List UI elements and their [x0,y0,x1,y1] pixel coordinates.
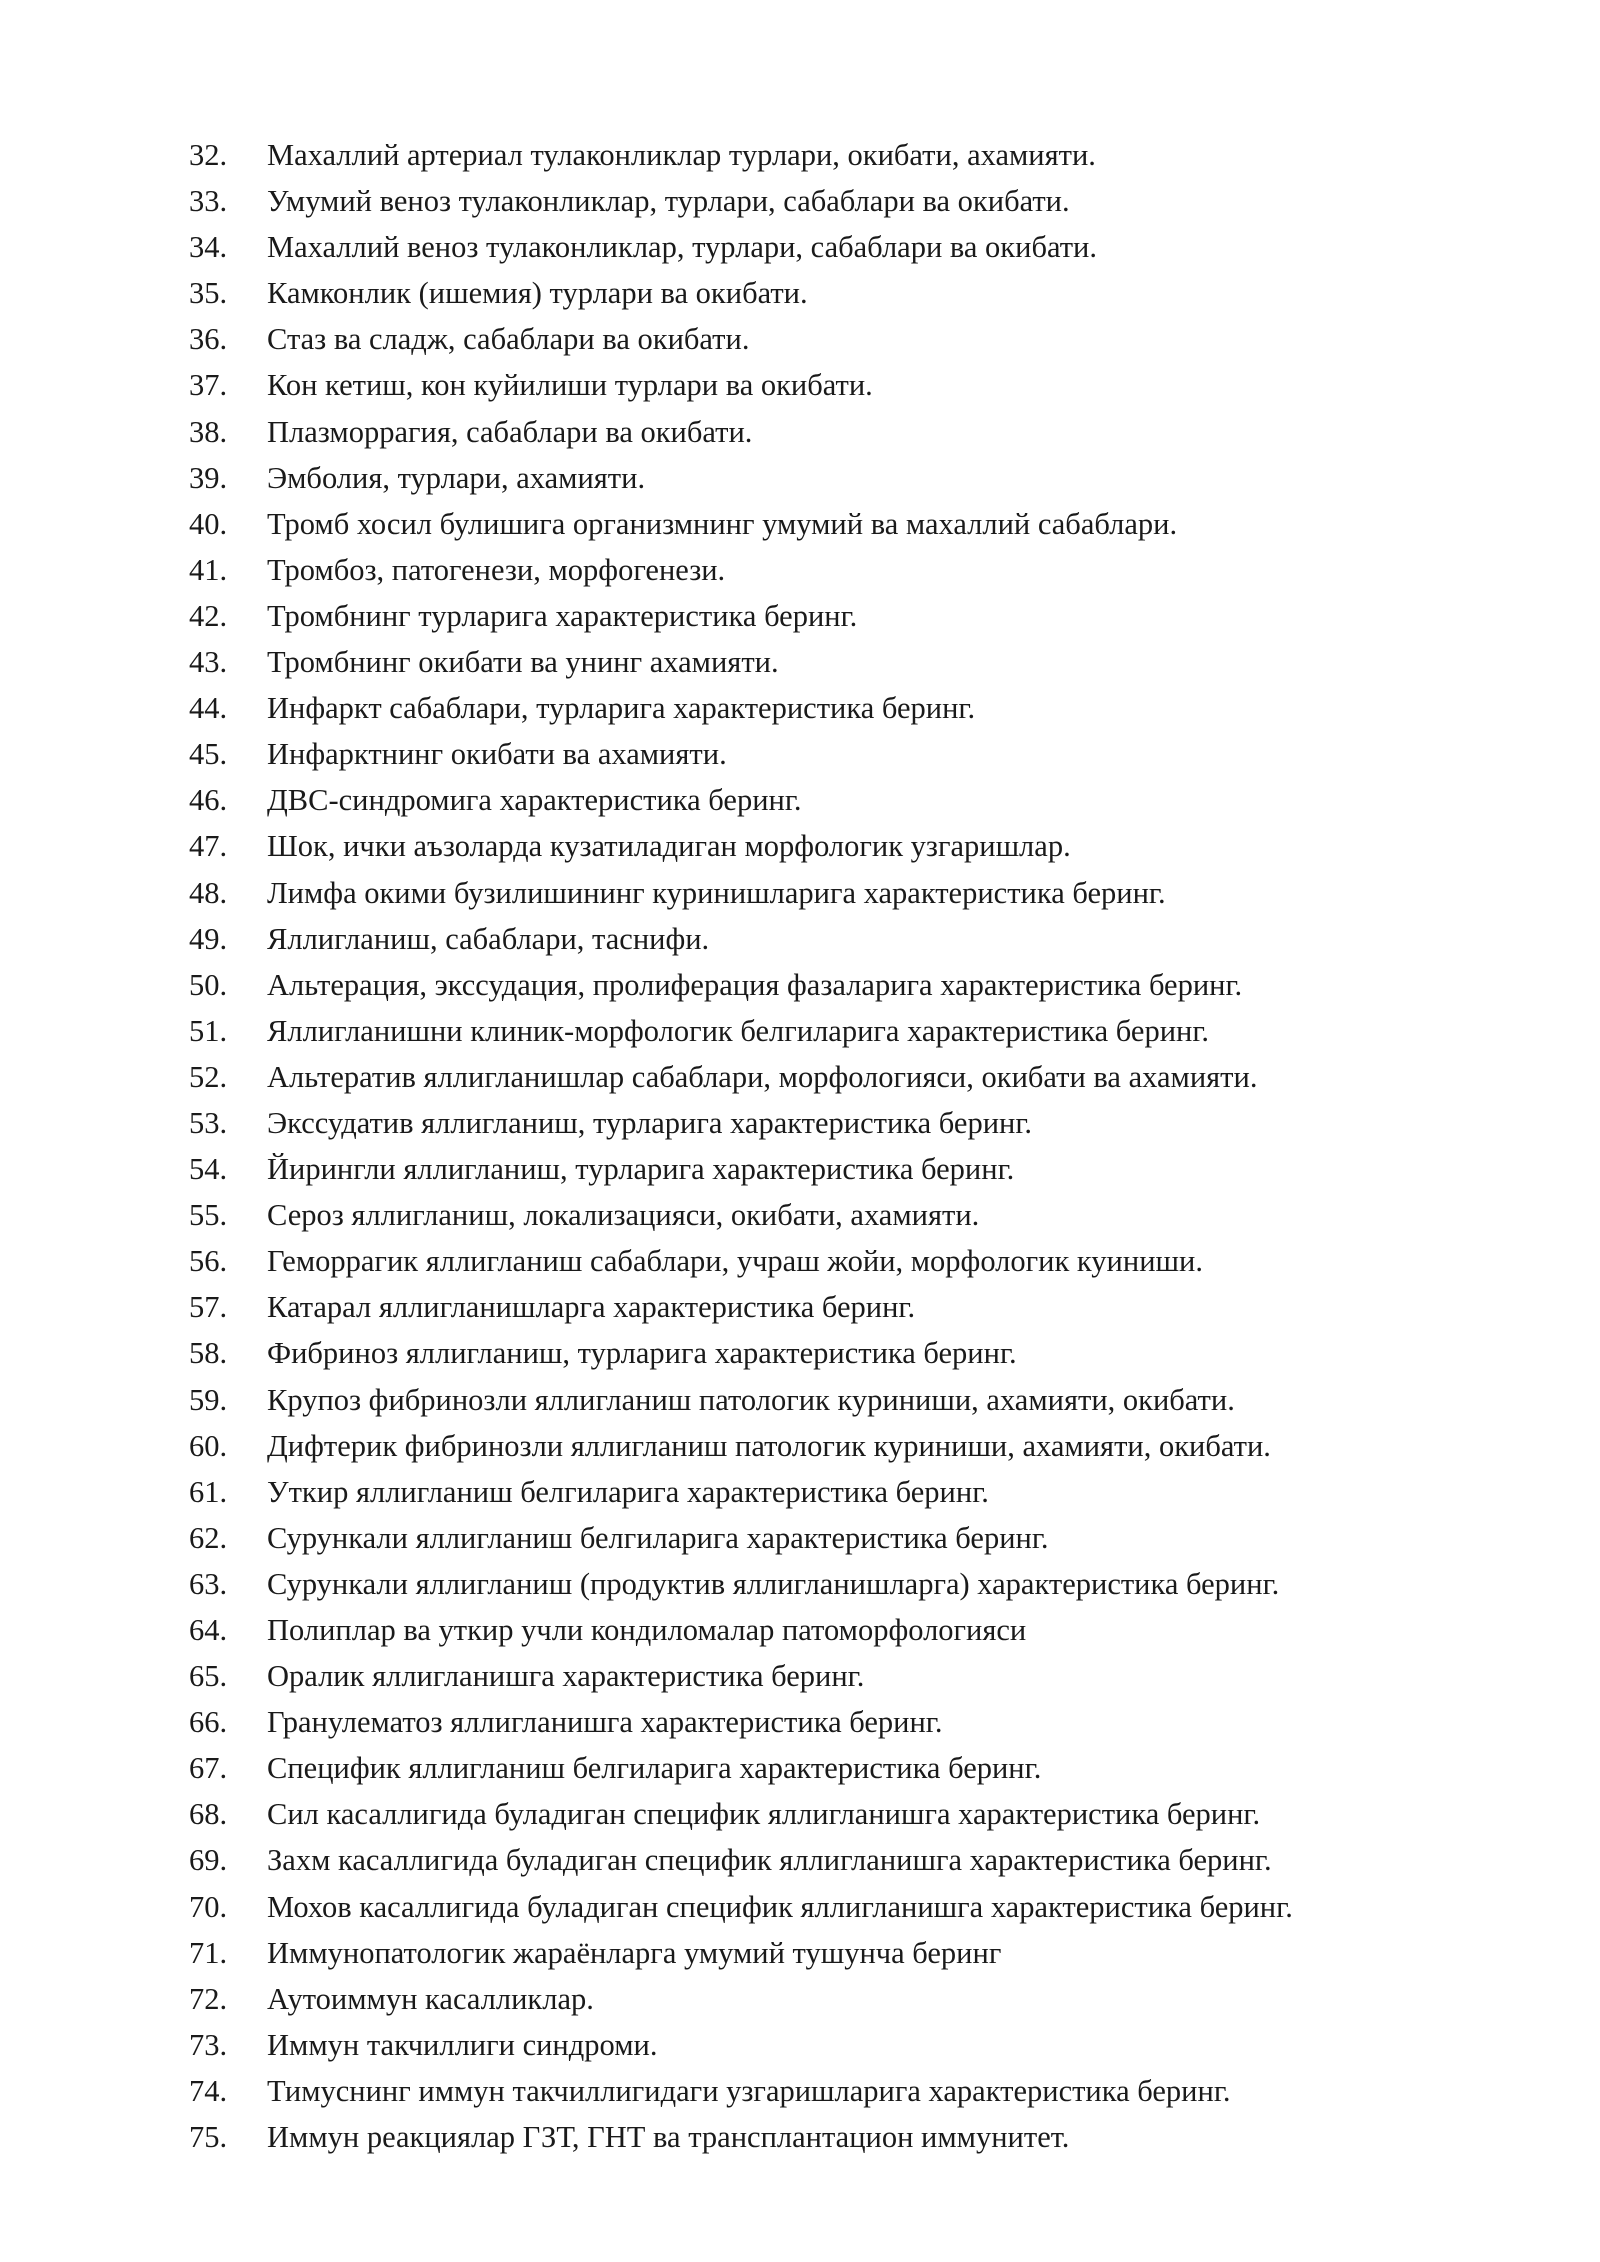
item-number: 44. [189,691,228,726]
item-text: Мохов касаллигида буладиган специфик яллигланишга характеристика беринг. [267,1889,1293,1924]
item-number: 48. [189,875,228,910]
item-text: Специфик яллигланиш белгиларига характеристика беринг. [267,1751,1042,1786]
list-item [0,1192,1600,1238]
list-item [0,409,1600,455]
item-text: Тромбнинг турларига характеристика беринг. [267,598,858,633]
list-item [0,1791,1600,1837]
item-text: ДВС-синдромига характеристика беринг. [267,783,802,818]
list-item [0,823,1600,869]
list-item [0,1284,1600,1330]
item-text: Крупоз фибринозли яллигланиш патологик куриниши, ахамияти, окибати. [267,1382,1235,1417]
item-text: Тромбнинг окибати ва унинг ахамияти. [267,645,779,680]
item-number: 57. [189,1290,228,1325]
item-text: Камконлик (ишемия) турлари ва окибати. [267,276,808,311]
item-text: Уткир яллигланиш белгиларига характеристика беринг. [267,1474,989,1509]
list-item [0,962,1600,1008]
item-text: Умумий веноз тулаконликлар, турлари, сабаблари ва окибати. [267,184,1070,219]
item-number: 39. [189,460,228,495]
item-number: 55. [189,1198,228,1233]
item-number: 56. [189,1244,228,1279]
item-text: Плазморрагия, сабаблари ва окибати. [267,414,753,449]
item-number: 59. [189,1382,228,1417]
item-number: 65. [189,1659,228,1694]
item-text: Оралик яллигланишга характеристика беринг. [267,1659,865,1694]
item-number: 62. [189,1520,228,1555]
list-item [0,593,1600,639]
item-number: 38. [189,414,228,449]
item-number: 74. [189,2073,228,2108]
item-number: 46. [189,783,228,818]
item-text: Кон кетиш, кон куйилиши турлари ва окибати. [267,368,873,403]
list-item [0,2022,1600,2068]
list-item [0,1699,1600,1745]
item-text: Инфаркт сабаблари, турларига характеристика беринг. [267,691,976,726]
list-item [0,501,1600,547]
item-number: 63. [189,1566,228,1601]
item-text: Альтератив яллигланишлар сабаблари, морфологияси, окибати ва ахамияти. [267,1059,1258,1094]
item-text: Махаллий артериал тулаконликлар турлари, окибати, ахамияти. [267,138,1096,172]
list-item [0,685,1600,731]
item-text: Лимфа окими бузилишининг куринишларига характеристика беринг. [267,875,1166,910]
item-number: 36. [189,322,228,357]
list-item [0,1930,1600,1976]
item-text: Полиплар ва уткир учли кондиломалар патоморфологияси [267,1613,1027,1647]
item-text: Яллигланиш, сабаблари, таснифи. [267,921,710,956]
item-text: Иммунопатологик жараёнларга умумий тушунча беринг [267,1935,1002,1970]
item-text: Аутоиммун касалликлар. [267,1981,594,2016]
item-number: 58. [189,1336,228,1371]
list-item [0,270,1600,316]
list-item [0,2114,1600,2160]
item-number: 69. [189,1843,228,1878]
list-item [0,1008,1600,1054]
list-item [0,1469,1600,1515]
item-number: 45. [189,737,228,772]
item-text: Геморрагик яллигланиш сабаблари, учраш жойи, морфологик куиниши. [267,1244,1203,1279]
list-item [0,362,1600,408]
item-text: Йирингли яллигланиш, турларига характеристика беринг. [267,1152,1015,1187]
item-number: 43. [189,645,228,680]
list-item [0,1100,1600,1146]
item-number: 47. [189,829,228,864]
item-number: 33. [189,184,228,219]
list-item [0,178,1600,224]
item-number: 70. [189,1889,228,1924]
item-number: 71. [189,1935,228,1970]
item-number: 52. [189,1059,228,1094]
item-text: Махаллий веноз тулаконликлар, турлари, сабаблари ва окибати. [267,230,1097,265]
item-number: 49. [189,921,228,956]
list-item [0,1238,1600,1284]
list-item [0,224,1600,270]
list-item [0,455,1600,501]
item-text: Иммун реакциялар ГЗТ, ГНТ ва трансплантацион иммунитет. [267,2120,1070,2155]
list-item [0,1561,1600,1607]
question-list [0,132,1600,2160]
list-item [0,1607,1600,1653]
item-text: Захм касаллигида буладиган специфик яллигланишга характеристика беринг. [267,1843,1272,1878]
list-item [0,2068,1600,2114]
item-text: Иммун такчиллиги синдроми. [267,2027,658,2062]
item-number: 53. [189,1105,228,1140]
item-number: 75. [189,2120,228,2155]
list-item [0,731,1600,777]
list-item [0,1837,1600,1883]
item-number: 61. [189,1474,228,1509]
list-item [0,870,1600,916]
item-text: Сероз яллигланиш, локализацияси, окибати, ахамияти. [267,1198,980,1233]
list-item [0,1377,1600,1423]
list-item [0,547,1600,593]
list-item [0,916,1600,962]
item-number: 67. [189,1751,228,1786]
item-number: 73. [189,2027,228,2062]
item-text: Шок, ички аъзоларда кузатиладиган морфологик узгаришлар. [267,829,1071,864]
list-item [0,1423,1600,1469]
list-item [0,1745,1600,1791]
item-number: 34. [189,230,228,265]
list-item [0,1330,1600,1376]
item-text: Эмболия, турлари, ахамияти. [267,460,646,495]
item-number: 68. [189,1797,228,1832]
list-item [0,777,1600,823]
item-number: 64. [189,1613,228,1647]
item-text: Тимуснинг иммун такчиллигидаги узгаришларига характеристика беринг. [267,2073,1231,2108]
list-item [0,132,1600,178]
item-number: 50. [189,967,228,1002]
item-number: 42. [189,598,228,633]
item-number: 40. [189,506,228,541]
item-text: Стаз ва сладж, сабаблари ва окибати. [267,322,750,357]
item-number: 37. [189,368,228,403]
item-number: 51. [189,1013,228,1048]
item-number: 72. [189,1981,228,2016]
item-text: Экссудатив яллигланиш, турларига характеристика беринг. [267,1105,1033,1140]
item-text: Тромб хосил булишига организмнинг умумий ва махаллий сабаблари. [267,506,1178,541]
list-item [0,1054,1600,1100]
item-number: 54. [189,1152,228,1187]
item-text: Альтерация, экссудация, пролиферация фазаларига характеристика беринг. [267,967,1243,1002]
list-item [0,1976,1600,2022]
item-number: 60. [189,1428,228,1463]
item-text: Яллигланишни клиник-морфологик белгиларига характеристика беринг. [267,1013,1210,1048]
list-item [0,1515,1600,1561]
item-text: Сурункали яллигланиш (продуктив яллигланишларга) характеристика беринг. [267,1566,1280,1601]
item-number: 41. [189,552,228,587]
list-item [0,1146,1600,1192]
item-text: Сил касаллигида буладиган специфик яллигланишга характеристика беринг. [267,1797,1261,1832]
item-text: Гранулематоз яллигланишга характеристика беринг. [267,1705,943,1740]
item-text: Сурункали яллигланиш белгиларига характеристика беринг. [267,1520,1049,1555]
list-item [0,1884,1600,1930]
list-item [0,316,1600,362]
item-text: Дифтерик фибринозли яллигланиш патологик куриниши, ахамияти, окибати. [267,1428,1271,1463]
item-text: Фибриноз яллигланиш, турларига характеристика беринг. [267,1336,1017,1371]
item-number: 35. [189,276,228,311]
list-item [0,1653,1600,1699]
item-text: Инфарктнинг окибати ва ахамияти. [267,737,727,772]
list-item [0,639,1600,685]
item-text: Катарал яллигланишларга характеристика беринг. [267,1290,916,1325]
item-number: 66. [189,1705,228,1740]
item-number: 32. [189,138,228,172]
item-text: Тромбоз, патогенези, морфогенези. [267,552,726,587]
